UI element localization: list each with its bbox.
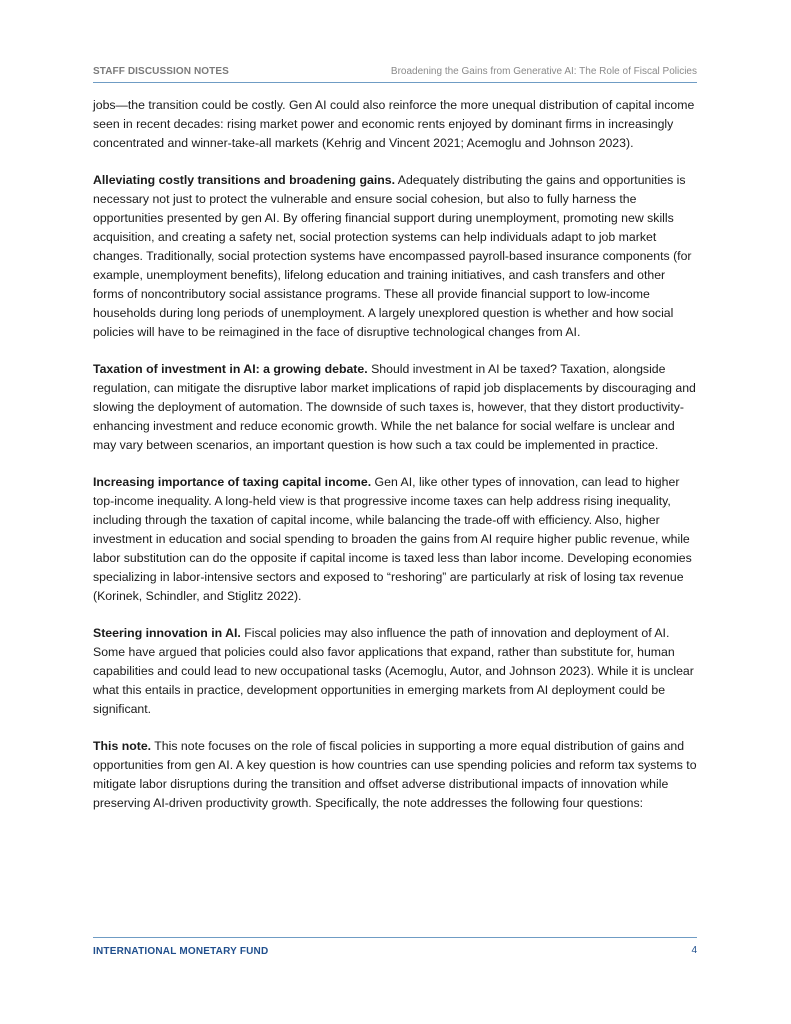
page-footer [93,937,697,962]
paragraph-continuation [93,96,699,153]
series-title: STAFF DISCUSSION NOTES [93,66,229,77]
paragraph-taxation-investment [93,360,699,455]
document-title: Broadening the Gains from Generative AI: The Role of Fiscal Policies [390,66,697,77]
body-text [93,96,699,831]
paragraph-text: jobs—the transition could be costly. Gen AI could also reinforce the more unequal distribution of capital income seen in recent decades: rising market power and economic rents enjoyed by dominant firms in increasingly concentrated and winner-take-all markets (Kehrig and Vincent 2021; Acemoglu and Johnson 2023). [93,98,695,150]
paragraph-steering-innovation [93,624,699,719]
paragraph-lead: Increasing importance of taxing capital income. [93,475,372,489]
paragraph-text: Adequately distributing the gains and opportunities is necessary not just to protect the vulnerable and ensure social cohesion, but also to fully harness the opportunities presented by gen AI. By offering financial support during unemployment, promoting new skills acquisition, and creating a safety net, social protection systems can help individuals adapt to job market changes. Traditionally, social protection systems have encompassed payroll-based insurance components (for example, unemployment benefits), lifelong education and training initiatives, and cash transfers and other forms of noncontributory social assistance programs. These all provide financial support to low-income households during long periods of unemployment. A largely unexplored question is whether and how social policies will have to be reimagined in the face of disruptive technological changes from AI. [93,173,692,339]
publisher-name: INTERNATIONAL MONETARY FUND [93,946,269,957]
paragraph-alleviating-transitions [93,171,699,342]
paragraph-text: Gen AI, like other types of innovation, can lead to higher top-income inequality. A long-held view is that progressive income taxes can help address rising inequality, including through the taxation of capital income, while balancing the trade-off with efficiency. Also, higher investment in education and social spending to broaden the gains from AI require higher public revenue, while labor substitution can do the opposite if capital income is taxed less than labor income. Developing economies specializing in labor-intensive sectors and exposed to “reshoring” are particularly at risk of losing tax revenue (Korinek, Schindler, and Stiglitz 2022). [93,475,692,603]
paragraph-text: Fiscal policies may also influence the path of innovation and deployment of AI. Some have argued that policies could also favor applications that expand, rather than substitute for, human capabilities and could lead to new occupational tasks (Acemoglu, Autor, and Johnson 2023). While it is unclear what this entails in practice, development opportunities in emerging markets from AI deployment could be significant. [93,626,694,716]
paragraph-text: This note focuses on the role of fiscal policies in supporting a more equal distribution of gains and opportunities from gen AI. A key question is how countries can use spending policies and reform tax systems to mitigate labor disruptions during the transition and offset adverse distributional impacts of innovation while preserving AI-driven productivity growth. Specifically, the note addresses the following four questions: [93,739,697,810]
paragraph-lead: Alleviating costly transitions and broadening gains. [93,173,396,187]
paragraph-lead: Steering innovation in AI. [93,626,241,640]
paragraph-lead: Taxation of investment in AI: a growing debate. [93,362,368,376]
paragraph-text: Should investment in AI be taxed? Taxation, alongside regulation, can mitigate the disruptive labor market implications of rapid job displacements by discouraging and slowing the deployment of automation. The downside of such taxes is, however, that they distort productivity-enhancing investment and reduce economic growth. While the net balance for social welfare is unclear and may vary between scenarios, an important question is how such a tax could be implemented in practice. [93,362,696,452]
page-number: 4 [691,945,697,956]
page-header [93,66,697,83]
paragraph-lead: This note. [93,739,152,753]
paragraph-this-note [93,737,699,813]
paragraph-capital-income [93,473,699,606]
